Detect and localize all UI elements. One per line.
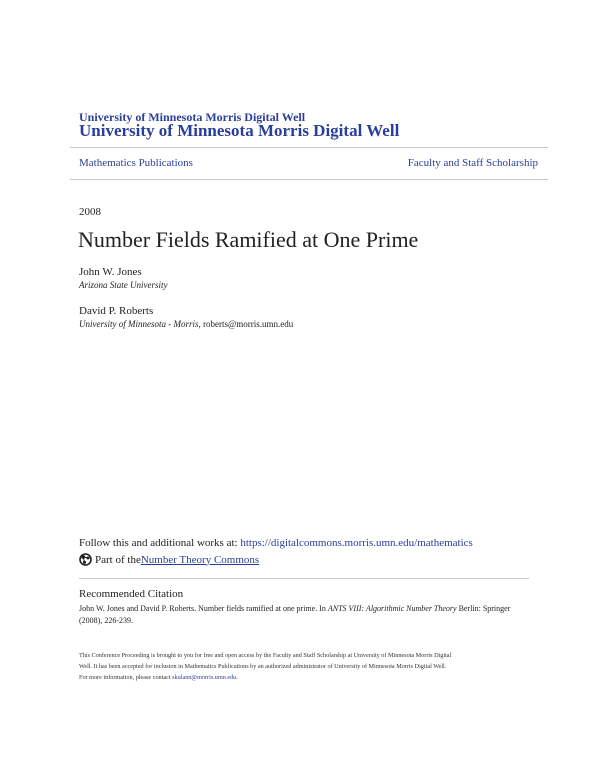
citation-proceedings-title: ANTS VIII: Algorithmic Number Theory [327,604,457,613]
commons-network-icon [79,553,92,566]
part-of-prefix: Part of the [95,553,141,566]
number-theory-commons-link[interactable]: Number Theory Commons [140,553,260,566]
follow-prefix: Follow this and additional works at: [79,537,241,549]
recommended-citation-heading: Recommended Citation [79,588,184,600]
author-affiliation: Arizona State University [79,280,168,290]
notice-line-1: This Conference Proceeding is brought to you for free and open access by the Faculty and Staff Scholarship at University of Minnesota Morris Digital [79,652,452,659]
notice-line-2: Well. It has been accepted for inclusion in Mathematics Publications by an authorized administrator of University of Minnesota Morris Digital Well. [79,663,447,670]
open-access-notice [79,650,529,683]
author-affiliation-line: University of Minnesota - Morris, roberts@morris.umn.edu [79,319,294,329]
citation-text-before: John W. Jones and David P. Roberts. Number fields ramified at one prime. In [79,604,328,613]
author-email[interactable]: roberts@morris.umn.edu [203,319,294,329]
author-block-1 [79,266,168,290]
nav-divider [70,179,548,180]
repository-name-large[interactable]: University of Minnesota Morris Digital Well [79,121,400,140]
follow-line [79,537,473,549]
part-of-line [79,553,259,566]
collection-url-link[interactable]: https://digitalcommons.morris.umn.edu/mathematics [240,537,473,549]
author-name: David P. Roberts [79,305,154,317]
recommended-citation-text [79,603,529,627]
mathematics-publications-link[interactable]: Mathematics Publications [79,157,193,169]
author-affiliation: University of Minnesota - Morris [79,319,199,329]
author-block-2 [79,305,293,329]
repository-name-small[interactable]: University of Minnesota Morris Digital Well [79,110,306,124]
publication-year: 2008 [79,206,101,218]
header-divider [70,147,548,148]
contact-email-link[interactable]: skulann@morris.umn.edu [172,674,237,681]
citation-divider [79,578,529,579]
notice-contact-prefix: For more information, please contact [79,674,173,681]
author-name: John W. Jones [79,266,142,278]
citation-text-after: Berlin: Springer (2008), 226-239. [79,604,511,625]
notice-line-3 [79,672,529,683]
faculty-staff-scholarship-link[interactable]: Faculty and Staff Scholarship [407,157,538,169]
paper-title: Number Fields Ramified at One Prime [78,227,419,252]
notice-suffix: . [236,674,238,681]
